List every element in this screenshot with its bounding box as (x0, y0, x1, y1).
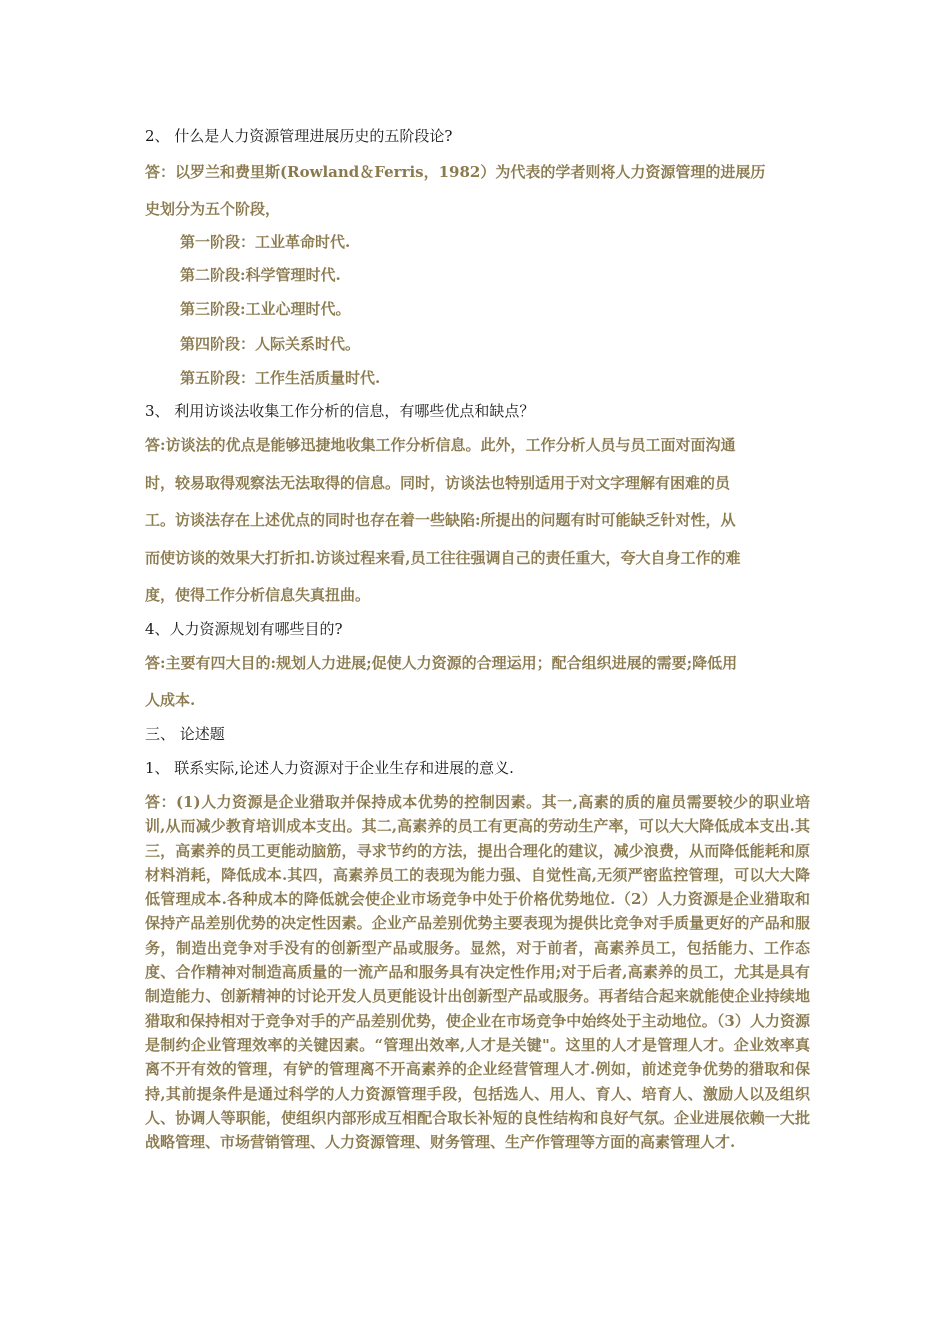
stage-1: 第一阶段：工业革命时代. (180, 233, 351, 251)
answer-3-line-3: 工。访谈法存在上述优点的同时也存在着一些缺陷:所提出的问题有时可能缺乏针对性，从 (145, 511, 736, 529)
answer-3-line-1: 答:访谈法的优点是能够迅捷地收集工作分析信息。此外，工作分析人员与员工面对面沟通 (145, 436, 736, 454)
answer-3-line-2: 时，较易取得观察法无法取得的信息。同时，访谈法也特别适用于对文字理解有困难的员 (145, 474, 731, 492)
answer-4-line-1: 答:主要有四大目的:规划人力进展;促使人力资源的合理运用；配合组织进展的需要;降低用 (145, 654, 738, 672)
stage-5: 第五阶段：工作生活质量时代. (180, 369, 381, 387)
question-2: 2、 什么是人力资源管理进展历史的五阶段论? (145, 127, 453, 145)
answer-4-line-2: 人成本. (145, 691, 196, 709)
essay-answer-1: 答：(1)人力资源是企业猎取并保持成本优势的控制因素。其一,高素的质的雇员需要较少的职业培训,从而减少教育培训成本支出。其二,高素养的员工有更高的劳动生产率，可以大大降低成本支出.其三，高素养的员工更能动脑筋，寻求节约的方法，提出合理化的建议，减少浪费，从而降低能耗和原材料消耗，降低成本.其四，高素养员工的表现为能力强、自觉性高,无须严密监控管理，可以大大降低管理成本.各种成本的降低就会使企业市场竞争中处于价格优势地位.（2）人力资源是企业猎取和保持产品差别优势的决定性因素。企业产品差别优势主要表现为提供比竞争对手质量更好的产品和服务，制造出竞争对手没有的创新型产品或服务。显然，对于前者，高素养员工，包括能力、工作态度、合作精神对制造高质量的一流产品和服务具有决定性作用;对于后者,高素养的员工，尤其是具有制造能力、创新精神的讨论开发人员更能设计出创新型产品或服务。再者结合起来就能使企业持续地猎取和保持相对于竞争对手的产品差别优势，使企业在市场竞争中始终处于主动地位。（3）人力资源是制约企业管理效率的关键因素。“管理出效率,人才是关键"。这里的人才是管理人才。企业效率真离不开有效的管理，有铲的管理离不开高素养的企业经营管理人才.例如，前述竞争优势的猎取和保持,其前提条件是通过科学的人力资源管理手段，包括选人、用人、育人、培育人、激励人以及组织人、协调人等职能，使组织内部形成互相配合取长补短的良性结构和良好气氛。企业进展依赖一大批战略管理、市场营销管理、人力资源管理、财务管理、生产作管理等方面的高素管理人才. (145, 793, 810, 1152)
essay-question-1: 1、 联系实际,论述人力资源对于企业生存和进展的意义. (145, 759, 514, 777)
stage-2: 第二阶段:科学管理时代. (180, 266, 341, 284)
answer-3-line-4: 而使访谈的效果大打折扣.访谈过程来看,员工往往强调自己的责任重大，夸大自身工作的难 (145, 549, 741, 567)
stage-4: 第四阶段：人际关系时代。 (180, 335, 361, 353)
answer-2-line-1: 答：以罗兰和费里斯(Rowland＆Ferris，1982）为代表的学者则将人力资源管理的进展历 (145, 163, 766, 181)
question-3: 3、 利用访谈法收集工作分析的信息，有哪些优点和缺点？ (145, 402, 535, 420)
answer-3-line-5: 度，使得工作分析信息失真扭曲。 (145, 586, 371, 604)
stage-3: 第三阶段:工业心理时代。 (180, 300, 351, 318)
question-4: 4、人力资源规划有哪些目的? (145, 620, 343, 638)
section-heading: 三、 论述题 (145, 725, 225, 743)
answer-2-line-2: 史划分为五个阶段， (145, 200, 281, 218)
